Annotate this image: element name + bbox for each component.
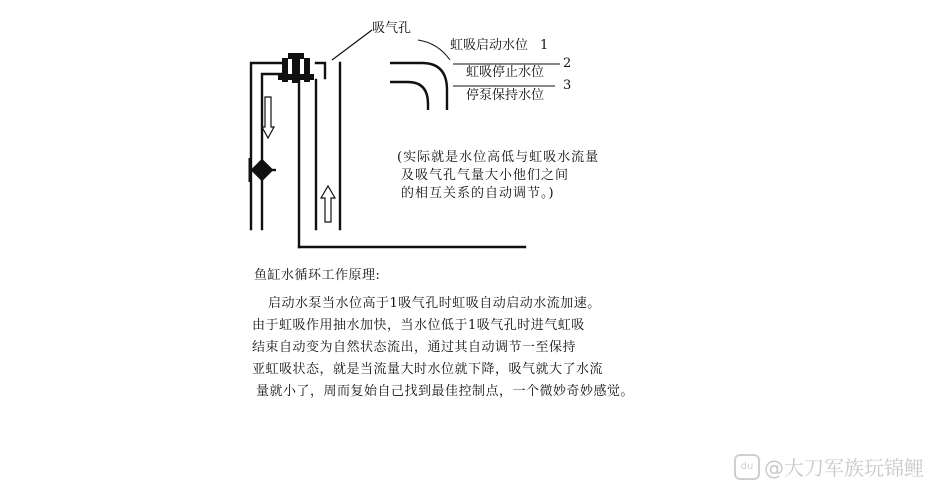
- explanation-line-4: 亚虹吸状态，就是当流量大时水位就下降，吸气就大了水流: [252, 362, 604, 377]
- explanation-line-5: 量就小了，周而复始自己找到最佳控制点，一个微妙奇妙感觉。: [256, 384, 635, 399]
- up-arrow-icon: [321, 186, 335, 222]
- watermark-text: @大刀军族玩锦鲤: [764, 456, 924, 480]
- valve-icon: [250, 158, 276, 182]
- note-line-3: 的相互关系的自动调节。): [401, 186, 555, 201]
- explanation-line-1: 启动水泵当水位高于1吸气孔时虹吸自动启动水流加速。: [268, 296, 601, 311]
- air-hole-fitting: [278, 53, 314, 83]
- explanation-line-2: 由于虹吸作用抽水加快，当水位低于1吸气孔时进气虹吸: [252, 318, 585, 333]
- siphon-curve-outer: [390, 63, 447, 110]
- explanation-line-3: 结束自动变为自然状态流出，通过其自动调节一至保持: [252, 340, 577, 355]
- level-label-1: 虹吸启动水位: [450, 38, 529, 53]
- note-line-2: 及吸气孔气量大小他们之间: [401, 168, 570, 183]
- note-line-1: (实际就是水位高低与虹吸水流量: [397, 150, 600, 165]
- pipe-top-right: [316, 63, 325, 78]
- watermark-logo-icon: du: [734, 454, 760, 480]
- level-label-3: 停泵保持水位: [466, 88, 545, 103]
- inlet-pipe-outer: [251, 63, 282, 229]
- siphon-curve-inner: [390, 82, 428, 110]
- down-arrow-icon: [262, 97, 274, 138]
- level-leader-1: [418, 40, 450, 60]
- watermark: [734, 452, 924, 481]
- level-num-3: 3: [563, 78, 572, 93]
- explanation-title: 鱼缸水循环工作原理:: [254, 268, 381, 283]
- air-hole-leader: [332, 30, 372, 60]
- level-num-2: 2: [563, 56, 572, 71]
- level-label-2: 虹吸停止水位: [466, 65, 545, 80]
- air-hole-label: 吸气孔: [372, 21, 412, 36]
- level-num-1: 1: [540, 38, 549, 53]
